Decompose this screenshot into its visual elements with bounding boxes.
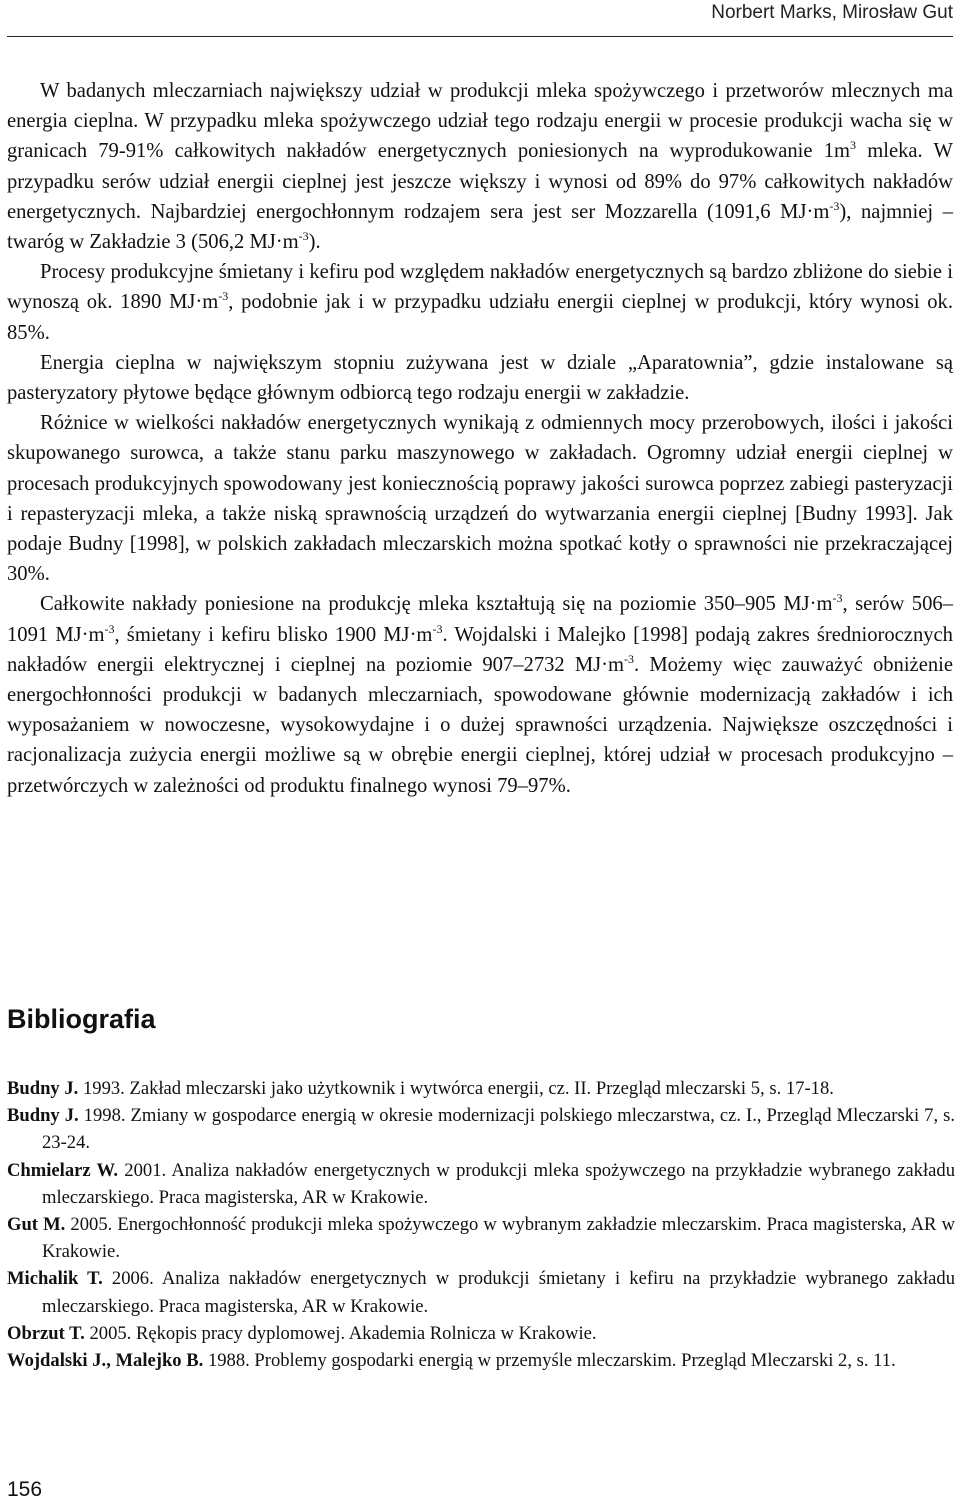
bibliography-list — [7, 1075, 955, 1374]
entry-text: 2001. Analiza nakładów energetycznych w produkcji mleka spożywczego na przykładzie wybranego zakładu mleczarskiego. Praca magisterska, AR w Krakowie. — [42, 1159, 955, 1208]
bibliography-entry — [7, 1320, 955, 1347]
bibliography-heading: Bibliografia — [7, 1004, 156, 1034]
paragraph-3: Energia cieplna w największym stopniu zużywana jest w dziale „Aparatownia”, gdzie instalowane są pasteryzatory płytowe będące głównym odbiorcą tego rodzaju energii w zakładzie. — [7, 351, 953, 405]
body-text — [7, 76, 953, 801]
superscript: -3 — [624, 652, 635, 666]
entry-author: Budny J. — [7, 1105, 79, 1127]
entry-text: 1998. Zmiany w gospodarce energią w okresie modernizacji polskiego mleczarstwa, cz. I., Przegląd Mleczarski 7, s. 23-24. — [42, 1105, 955, 1154]
superscript: -3 — [218, 289, 229, 304]
superscript: -3 — [432, 621, 443, 636]
bibliography-entry — [7, 1211, 955, 1265]
bibliography-entry — [7, 1102, 955, 1156]
bibliography-entry — [7, 1075, 955, 1102]
header-rule — [7, 36, 953, 37]
running-header-authors: Norbert Marks, Mirosław Gut — [711, 2, 953, 23]
entry-author: Chmielarz W. — [7, 1159, 119, 1181]
entry-text: 1993. Zakład mleczarski jako użytkownik i wytwórca energii, cz. II. Przegląd mleczarski 5, s. 17-18. — [78, 1078, 834, 1099]
entry-text: 2005. Energochłonność produkcji mleka spożywczego w wybranym zakładzie mleczarskim. Praca magisterska, AR w Krakowie. — [42, 1214, 955, 1263]
superscript: -3 — [829, 198, 840, 213]
entry-author: Budny J. — [7, 1078, 79, 1099]
entry-text: 2006. Analiza nakładów energetycznych w produkcji śmietany i kefiru na przykładzie wybranego zakładu mleczarskiego. Praca magisterska, AR w Krakowie. — [42, 1268, 955, 1317]
page-number: 156 — [7, 1478, 43, 1501]
entry-author: Gut M. — [7, 1214, 66, 1236]
superscript: -3 — [298, 229, 309, 244]
paragraph-5: Całkowite nakłady poniesione na produkcję mleka kształtują się na poziomie 350–905 $MJ\cdot m^{-3}$, serów 506–1091 $MJ\cdot m^{-3}$, śmietany i kefiru blisko 1900 $MJ\cdot m^{-3}$. Wojdalski i Malejko [1998] podają zakres średniorocznych nakładów energii elektrycznej i cieplnej na poziomie 907–2732 $MJ\cdot m^{-3}$. Możemy więc zauważyć obniżenie energochłonności produkcji w badanych mleczarniach, spowodowane głównie modernizacją zakładów i ich wyposażaniem w nowoczesne, wysokowydajne i o dużej sprawności urządzenia. Największe oszczędności i racjonalizacja zużycia energii możliwe są w obrębie energii cieplnej, której udział w procesach produkcyjno – przetwórczych w zależności od produktu finalnego wynosi 79–97%. — [7, 591, 954, 797]
superscript: 3 — [850, 138, 857, 153]
superscript: -3 — [832, 591, 843, 606]
paragraph-2: Procesy produkcyjne śmietany i kefiru pod względem nakładów energetycznych są bardzo zbliżone do siebie i wynoszą ok. 1890 $MJ\cdot m^{-3}$, podobnie jak i w przypadku udziału energii cieplnej w produkcji, który wynosi ok. 85%. — [7, 261, 954, 344]
paragraph-4: Różnice w wielkości nakładów energetycznych wynikają z odmiennych mocy przerobowych, ilości i jakości skupowanego surowca, a także stanu parku maszynowego w zakładach. Ogromny udział energii cieplnej w procesach produkcyjnych spowodowany jest koniecznością poprawy jakości surowca poprzez zabiegi pasteryzacji i repasteryzacji mleka, a także niską sprawnością urządzeń do wytwarzania energii cieplnej [Budny 1993]. Jak podaje Budny [1998], w polskich zakładach mleczarskich można spotkać kotły o sprawności nie przekraczającej 30%. — [7, 412, 953, 586]
paragraph-1: W badanych mleczarniach największy udział w produkcji mleka spożywczego i przetworów mlecznych ma energia cieplna. W przypadku mleka spożywczego udział tego rodzaju energii w procesie produkcji wacha się w granicach 79-91% całkowitych nakładów energetycznych poniesionych na wyprodukowanie $1m^3$ mleka. W przypadku serów udział energii cieplnej jest jeszcze większy i wynosi od 89% do 97% całkowitych nakładów energetycznych. Najbardziej energochłonnym rodzajem sera jest ser Mozzarella (1091,6 $MJ\cdot m^{-3}$), najmniej – twaróg w Zakładzie 3 (506,2 $MJ\cdot m^{-3}$). — [7, 80, 953, 254]
entry-author: Michalik T. — [7, 1268, 103, 1290]
bibliography-entry — [7, 1347, 955, 1374]
entry-text: 1988. Problemy gospodarki energią w przemyśle mleczarskim. Przegląd Mleczarski 2, s. 11. — [203, 1350, 896, 1372]
superscript: -3 — [104, 621, 115, 636]
bibliography-entry — [7, 1265, 955, 1319]
entry-author: Obrzut T. — [7, 1322, 85, 1344]
entry-author: Wojdalski J., Malejko B. — [7, 1350, 204, 1372]
entry-text: 2005. Rękopis pracy dyplomowej. Akademia Rolnicza w Krakowie. — [84, 1322, 597, 1344]
bibliography-entry — [7, 1157, 955, 1211]
